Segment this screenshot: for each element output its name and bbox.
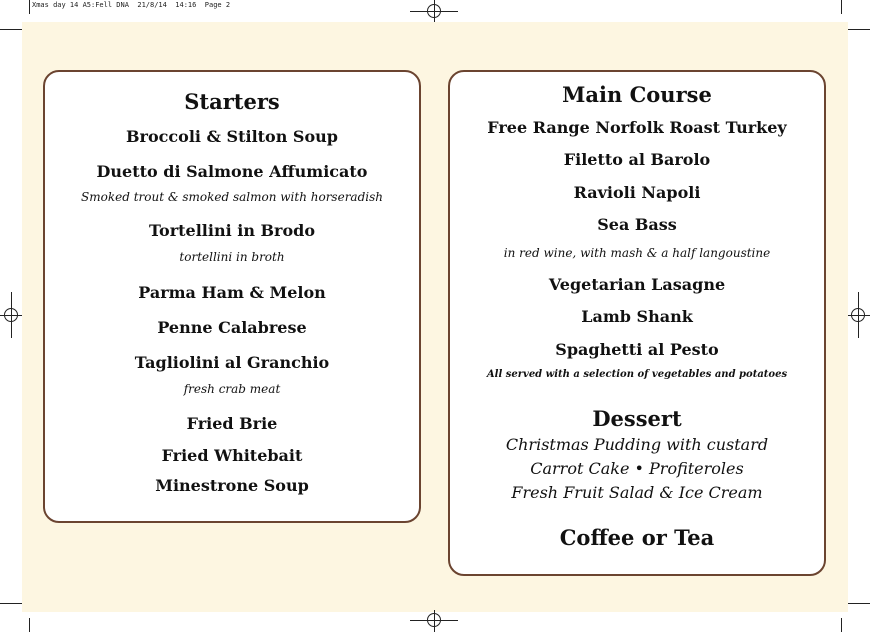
- dessert-line: Christmas Pudding with custard: [505, 435, 769, 454]
- crop-mark: [0, 603, 22, 604]
- crop-mark: [848, 29, 870, 30]
- starter-item-name: Tagliolini al Granchio: [134, 353, 330, 372]
- dessert-line: Fresh Fruit Salad & Ice Cream: [511, 483, 763, 502]
- dessert-heading: Dessert: [592, 406, 682, 431]
- main-item-name: Sea Bass: [597, 215, 677, 234]
- coffee-heading: Coffee or Tea: [559, 525, 715, 550]
- crop-mark: [0, 29, 22, 30]
- main-item-name: Filetto al Barolo: [563, 150, 711, 169]
- main-course-heading: Main Course: [562, 82, 712, 107]
- dessert-line: Carrot Cake • Profiteroles: [530, 459, 744, 478]
- registration-mark: [427, 4, 441, 18]
- starter-item-name: Parma Ham & Melon: [138, 283, 326, 302]
- starters-heading: Starters: [184, 89, 280, 114]
- main-course-panel: [448, 70, 826, 576]
- crop-mark: [841, 0, 842, 14]
- starter-item-name: Penne Calabrese: [157, 318, 307, 337]
- main-item-name: Ravioli Napoli: [573, 183, 701, 202]
- main-item-name: Spaghetti al Pesto: [555, 340, 719, 359]
- crop-mark: [29, 618, 30, 632]
- print-slug: Xmas day 14 A5:Fell DNA 21/8/14 14:16 Page 2: [32, 1, 231, 9]
- main-item-name: Lamb Shank: [581, 307, 693, 326]
- crop-mark: [29, 0, 30, 14]
- registration-mark: [851, 308, 865, 322]
- starter-item-description: Smoked trout & smoked salmon with horseradish: [81, 190, 383, 204]
- main-item-name: Free Range Norfolk Roast Turkey: [487, 118, 787, 137]
- starter-item-name: Minestrone Soup: [155, 476, 309, 495]
- starter-item-name: Broccoli & Stilton Soup: [126, 127, 338, 146]
- starters-panel: [43, 70, 421, 523]
- starter-item-name: Duetto di Salmone Affumicato: [96, 162, 368, 181]
- main-course-note: All served with a selection of vegetables and potatoes: [486, 369, 788, 380]
- starter-item-description: fresh crab meat: [183, 382, 281, 396]
- starter-item-name: Fried Brie: [186, 414, 278, 433]
- registration-mark: [427, 613, 441, 627]
- crop-mark: [848, 603, 870, 604]
- starter-item-description: tortellini in broth: [179, 250, 285, 264]
- main-item-name: Vegetarian Lasagne: [548, 275, 726, 294]
- starter-item-name: Fried Whitebait: [161, 446, 303, 465]
- main-item-description: in red wine, with mash & a half langoustine: [503, 246, 771, 260]
- registration-mark: [4, 308, 18, 322]
- starter-item-name: Tortellini in Brodo: [148, 221, 316, 240]
- crop-mark: [841, 618, 842, 632]
